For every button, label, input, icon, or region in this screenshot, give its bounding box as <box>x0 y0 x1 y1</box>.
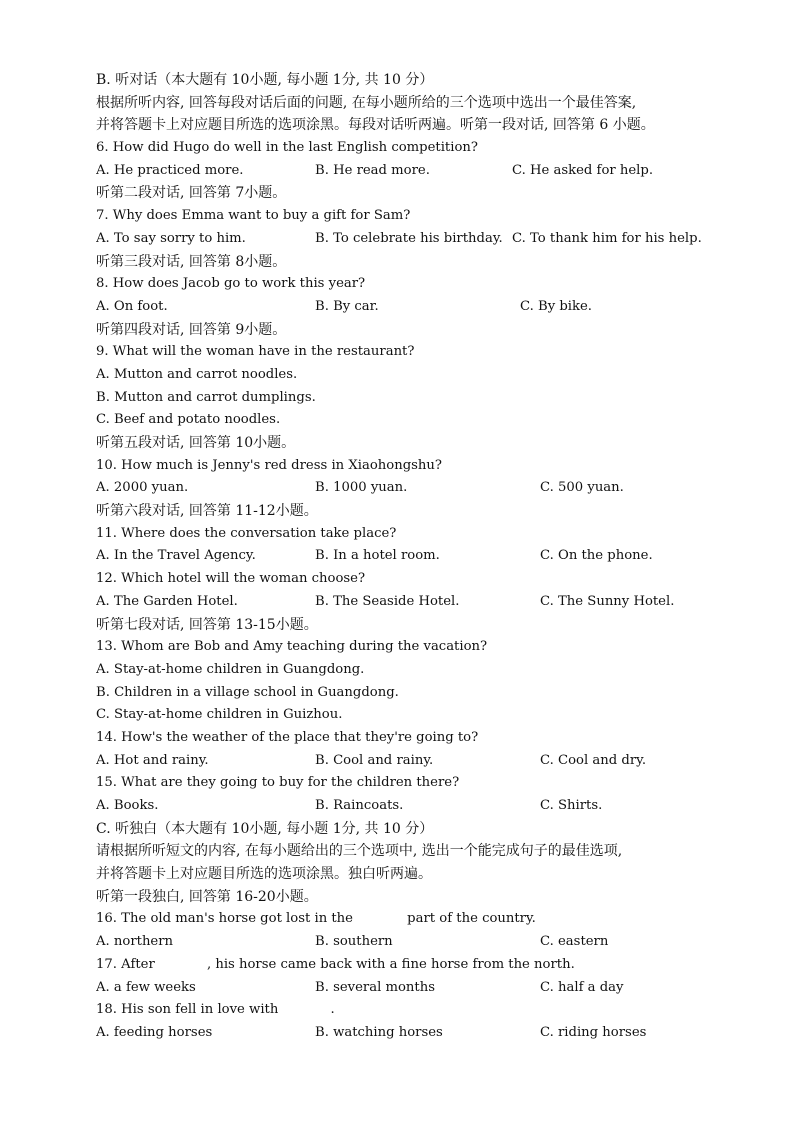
question-7-stem: 7. Why does Emma want to buy a gift for Sam? <box>96 208 411 224</box>
question-6-option-a: A. He practiced more. <box>96 162 244 178</box>
question-14-stem: 14. How's the weather of the place that they're going to? <box>96 729 479 745</box>
question-7-option-b: B. To celebrate his birthday. <box>315 230 503 246</box>
question-15-options <box>96 795 756 818</box>
question-18-stem-before: 18. His son fell in love with <box>96 1002 283 1018</box>
question-11-option-a: A. In the Travel Agency. <box>96 548 256 564</box>
question-16-options <box>96 931 756 954</box>
question-10-option-a: A. 2000 yuan. <box>96 480 189 496</box>
monologue-prompt-16: 听第一段独白, 回答第 16-20小题。 <box>96 888 318 905</box>
question-16-stem-after: part of the country. <box>407 911 536 927</box>
question-9-stem: 9. What will the woman have in the restaurant? <box>96 344 415 360</box>
dialogue-prompt-8: 听第三段对话, 回答第 8小题。 <box>96 253 287 270</box>
question-15-option-a: A. Books. <box>96 798 159 813</box>
question-7-options <box>96 228 756 251</box>
section-c-instruction-1: 请根据所听短文的内容, 在每小题给出的三个选项中, 选出一个能完成句子的最佳选项, <box>96 843 623 860</box>
question-8-option-c: C. By bike. <box>520 298 592 314</box>
question-13-stem: 13. Whom are Bob and Amy teaching during the vacation? <box>96 639 488 655</box>
question-16-option-b: B. southern <box>315 934 393 950</box>
question-16-option-a: A. northern <box>96 934 174 950</box>
question-15-stem: 15. What are they going to buy for the children there? <box>96 775 460 791</box>
dialogue-prompt-11: 听第六段对话, 回答第 11-12小题。 <box>96 503 318 520</box>
question-17-stem-after: , his horse came back with a fine horse from the north. <box>206 956 575 972</box>
question-10-option-c: C. 500 yuan. <box>540 480 624 496</box>
question-17-option-c: C. half a day <box>540 979 624 995</box>
dialogue-prompt-9: 听第四段对话, 回答第 9小题。 <box>96 321 287 338</box>
section-c-header: C. 听独白（本大题有 10小题, 每小题 1分, 共 10 分） <box>96 820 434 837</box>
dialogue-prompt-13: 听第七段对话, 回答第 13-15小题。 <box>96 616 318 633</box>
question-17-stem <box>96 954 756 977</box>
answer-blank <box>159 954 207 977</box>
question-18-stem-after: . <box>330 1002 335 1018</box>
question-18-option-b: B. watching horses <box>315 1024 443 1040</box>
question-16-option-c: C. eastern <box>540 934 609 950</box>
question-6-options <box>96 160 756 183</box>
dialogue-prompt-7: 听第二段对话, 回答第 7小题。 <box>96 185 287 202</box>
question-17-stem-before: 17. After <box>96 956 159 972</box>
question-16-stem <box>96 908 756 931</box>
dialogue-prompt-10: 听第五段对话, 回答第 10小题。 <box>96 435 296 451</box>
question-6-stem: 6. How did Hugo do well in the last English competition? <box>96 140 478 156</box>
question-13-option-b: B. Children in a village school in Guangdong. <box>96 684 399 700</box>
question-14-option-a: A. Hot and rainy. <box>96 752 209 768</box>
question-10-stem: 10. How much is Jenny's red dress in Xiaohongshu? <box>96 457 442 473</box>
question-17-option-a: A. a few weeks <box>96 979 196 995</box>
question-14-option-c: C. Cool and dry. <box>540 752 647 768</box>
section-b-header: B. 听对话（本大题有 10小题, 每小题 1分, 共 10 分） <box>96 72 434 88</box>
question-11-option-b: B. In a hotel room. <box>315 548 440 564</box>
question-9-option-c: C. Beef and potato noodles. <box>96 412 281 428</box>
question-7-option-a: A. To say sorry to him. <box>96 230 246 246</box>
question-11-stem: 11. Where does the conversation take place? <box>96 525 397 541</box>
question-17-option-b: B. several months <box>315 979 435 995</box>
question-9-option-a: A. Mutton and carrot noodles. <box>96 366 298 382</box>
question-12-option-c: C. The Sunny Hotel. <box>540 593 675 609</box>
question-11-options <box>96 545 756 568</box>
section-b-instruction-1: 根据所听内容, 回答每段对话后面的问题, 在每小题所给的三个选项中选出一个最佳答案, <box>96 94 637 111</box>
question-18-option-c: C. riding horses <box>540 1024 647 1040</box>
question-6-option-c: C. He asked for help. <box>512 162 654 178</box>
question-9-option-b: B. Mutton and carrot dumplings. <box>96 389 316 405</box>
question-8-option-b: B. By car. <box>315 298 379 314</box>
question-14-option-b: B. Cool and rainy. <box>315 752 434 768</box>
question-10-option-b: B. 1000 yuan. <box>315 480 408 496</box>
question-13-option-c: C. Stay-at-home children in Guizhou. <box>96 707 343 723</box>
question-12-option-a: A. The Garden Hotel. <box>96 593 238 609</box>
question-18-stem <box>96 999 756 1022</box>
question-12-stem: 12. Which hotel will the woman choose? <box>96 571 366 587</box>
answer-blank <box>283 999 331 1022</box>
question-17-options <box>96 977 756 1000</box>
section-c-instruction-2: 并将答题卡上对应题目所选的选项涂黑。独白听两遍。 <box>96 866 432 883</box>
section-b-instruction-2: 并将答题卡上对应题目所选的选项涂黑。每段对话听两遍。听第一段对话, 回答第 6 小题。 <box>96 117 655 134</box>
question-13-option-a: A. Stay-at-home children in Guangdong. <box>96 661 365 677</box>
question-7-option-c: C. To thank him for his help. <box>512 230 702 246</box>
question-6-option-b: B. He read more. <box>315 162 430 178</box>
answer-blank <box>357 908 407 931</box>
listening-section <box>96 69 756 1045</box>
question-8-options <box>96 296 756 319</box>
question-18-option-a: A. feeding horses <box>96 1024 213 1040</box>
question-8-stem: 8. How does Jacob go to work this year? <box>96 276 366 292</box>
question-15-option-c: C. Shirts. <box>540 798 603 813</box>
question-14-options <box>96 750 756 773</box>
question-12-option-b: B. The Seaside Hotel. <box>315 593 460 609</box>
question-10-options <box>96 477 756 500</box>
question-16-stem-before: 16. The old man's horse got lost in the <box>96 911 358 927</box>
question-11-option-c: C. On the phone. <box>540 548 653 564</box>
question-15-option-b: B. Raincoats. <box>315 798 404 813</box>
question-18-options <box>96 1022 756 1045</box>
question-12-options <box>96 591 756 614</box>
question-8-option-a: A. On foot. <box>96 298 168 314</box>
